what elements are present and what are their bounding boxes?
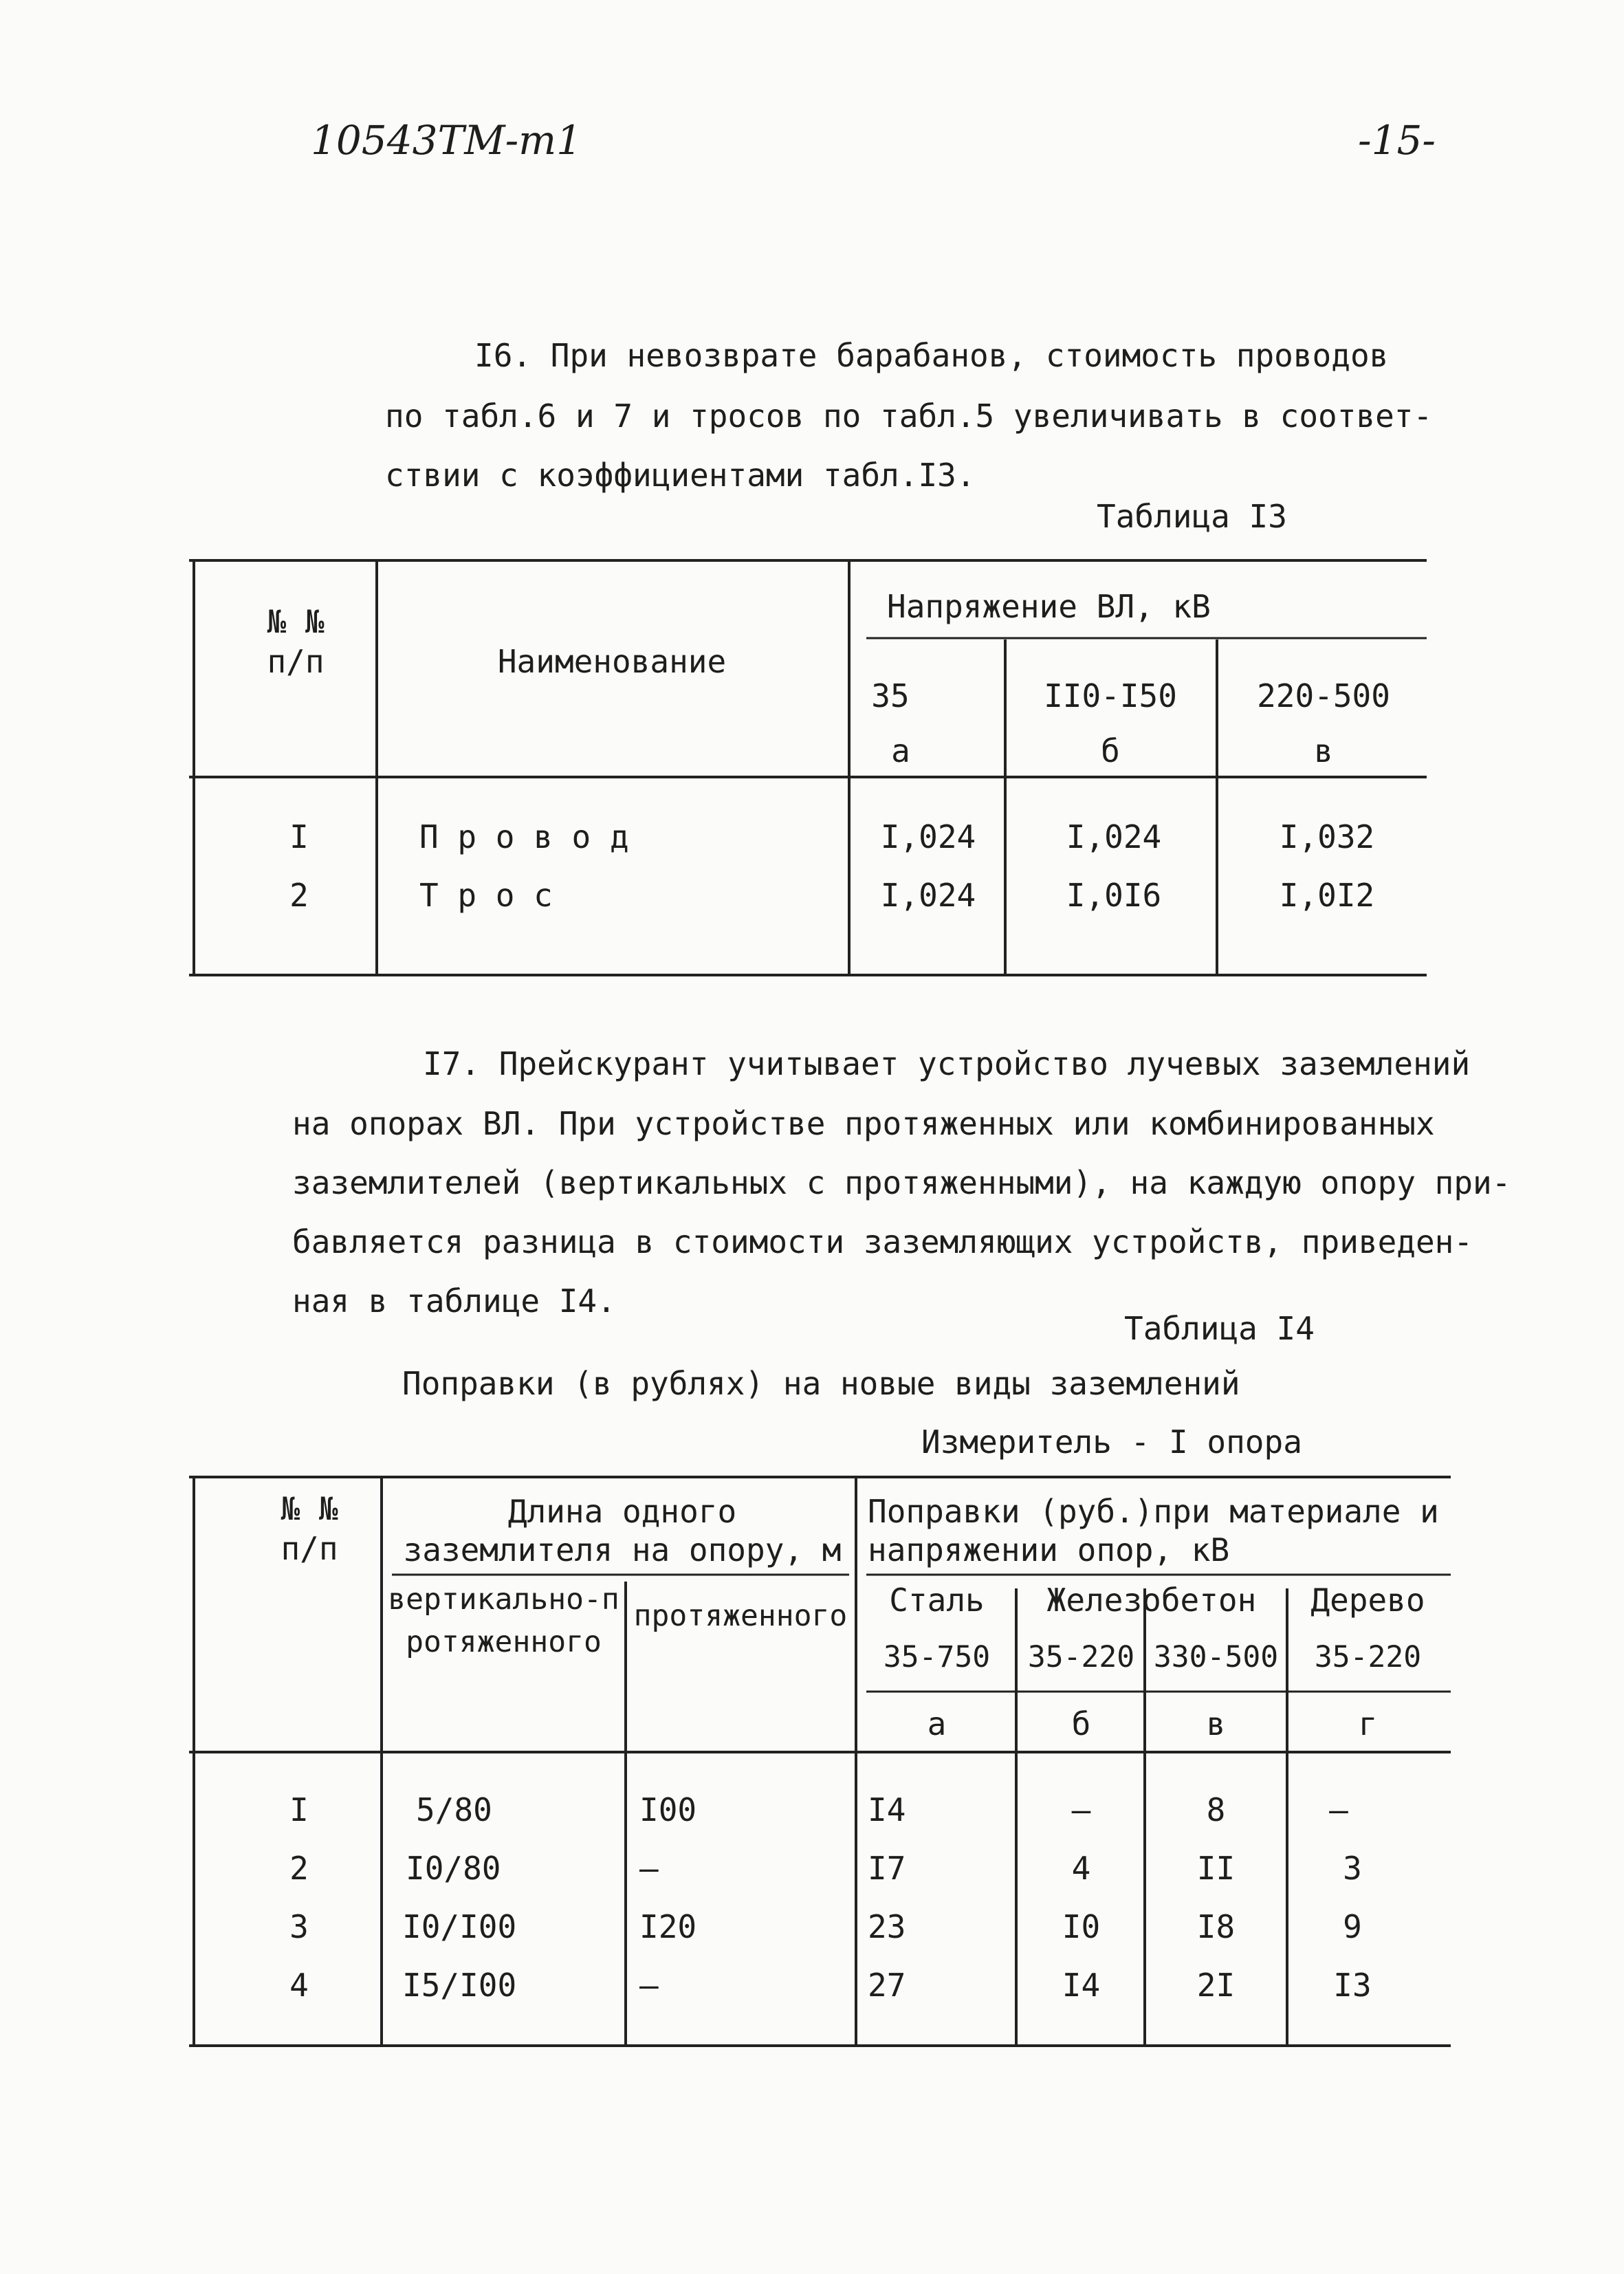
table13-row-num: I [289, 818, 309, 855]
table14-mat-steel: Сталь [889, 1582, 985, 1619]
table14-row-vert: 5/80 [416, 1791, 492, 1828]
table13-col-name-header: Наименование [497, 643, 727, 680]
table13-letter-c: в [1314, 732, 1333, 769]
table14-unit: Измеритель - I опора [921, 1423, 1302, 1461]
para16-line2: по табл.6 и 7 и тросов по табл.5 увеличивать в соответ- [385, 397, 1433, 435]
table14-col-num-header: № № п/п [281, 1490, 338, 1567]
para17-line1: I7. Прейскурант учитывает устройство лучевых заземлений [423, 1045, 1471, 1082]
table14-corr-header: Поправки (руб.)при материале и напряжении опор, кВ [868, 1493, 1439, 1568]
table14-row-num: I [289, 1791, 309, 1828]
table13-caption: Таблица I3 [1097, 498, 1287, 535]
table13-row-a: I,024 [880, 818, 976, 855]
table13-row-name: Т р о с [419, 877, 553, 914]
table13-row-a: I,024 [880, 877, 976, 914]
para17-line2: на опорах ВЛ. При устройстве протяженных или комбинированных [292, 1105, 1435, 1142]
table13-row-c: I,032 [1279, 818, 1375, 855]
table14-volt-steel: 35-750 [883, 1640, 991, 1674]
table14-row-c: II [1196, 1850, 1236, 1887]
table13-col-num-header: № № п/п [267, 603, 325, 680]
table13-volt-35: 35 [871, 677, 910, 714]
table14-title: Поправки (в рублях) на новые виды заземлений [402, 1365, 1240, 1402]
table14-row-num: 4 [289, 1967, 309, 2004]
table14-row-d: 9 [1343, 1908, 1362, 1945]
table14-row-horiz: – [639, 1850, 659, 1887]
table13-volt-110-150: II0-I50 [1044, 677, 1177, 714]
table14-row-a: 27 [868, 1967, 906, 2004]
table14-length-header: Длина одного заземлителя на опору, м [403, 1493, 842, 1568]
para17-line4: бавляется разница в стоимости заземляющих устройств, приведен- [292, 1223, 1473, 1260]
table14-row-c: I8 [1196, 1908, 1236, 1945]
table14-volt-concrete-high: 330-500 [1153, 1640, 1279, 1674]
table14-volt-concrete-low: 35-220 [1027, 1640, 1135, 1674]
table14-row-horiz: I20 [639, 1908, 697, 1945]
table14-letter-d: г [1358, 1705, 1378, 1742]
table14-row-vert: I0/80 [406, 1850, 501, 1887]
table13-row-name: П р о в о д [419, 818, 629, 855]
table14-row-a: 23 [868, 1908, 906, 1945]
table14-row-d: – [1329, 1791, 1348, 1828]
table13-letter-b: б [1101, 732, 1120, 769]
table13-letter-a: а [891, 732, 910, 769]
table14-mat-wood: Дерево [1310, 1582, 1425, 1619]
table13-voltage-header: Напряжение ВЛ, кВ [887, 588, 1211, 625]
table13-volt-220-500: 220-500 [1257, 677, 1390, 714]
table14-row-b: 4 [1071, 1850, 1091, 1887]
table14-row-b: I0 [1062, 1908, 1101, 1945]
table14-row-c: 8 [1206, 1791, 1226, 1828]
table14-row-vert: I5/I00 [402, 1967, 517, 2004]
table14-row-horiz: – [639, 1967, 659, 2004]
table14-row-b: – [1071, 1791, 1091, 1828]
table14-caption: Таблица I4 [1124, 1310, 1315, 1347]
table14-row-d: I3 [1333, 1967, 1372, 2004]
table14-row-b: I4 [1062, 1967, 1101, 2004]
table13-row-c: I,0I2 [1279, 877, 1375, 914]
table14-row-a: I4 [868, 1791, 906, 1828]
para17-line5: ная в таблице I4. [292, 1282, 616, 1320]
table14-row-num: 3 [289, 1908, 309, 1945]
table14-volt-wood: 35-220 [1314, 1640, 1422, 1674]
table14-sub-vertical: вертикально-протяженного [388, 1582, 619, 1659]
table14-row-vert: I0/I00 [402, 1908, 517, 1945]
table13-row-b: I,0I6 [1066, 877, 1162, 914]
page-number: -15- [1358, 117, 1436, 164]
document-code: 10543ТМ-т1 [311, 117, 582, 164]
table14-row-horiz: I00 [639, 1791, 697, 1828]
table14-letter-b: б [1071, 1705, 1091, 1742]
table14-letter-a: а [927, 1705, 947, 1742]
table14-sub-horizontal: протяженного [633, 1599, 848, 1633]
table13-row-b: I,024 [1066, 818, 1162, 855]
table13-row-num: 2 [289, 877, 309, 914]
para16-line1: I6. При невозврате барабанов, стоимость проводов [474, 337, 1389, 374]
table14-row-d: 3 [1343, 1850, 1362, 1887]
table14-row-c: 2I [1196, 1967, 1236, 2004]
table14-row-a: I7 [868, 1850, 906, 1887]
table14-mat-concrete: Железобетон [1046, 1582, 1257, 1619]
para16-line3: ствии с коэффициентами табл.I3. [385, 457, 976, 494]
para17-line3: заземлителей (вертикальных с протяженными), на каждую опору при- [292, 1164, 1511, 1201]
table14-row-num: 2 [289, 1850, 309, 1887]
table14-letter-c: в [1206, 1705, 1226, 1742]
